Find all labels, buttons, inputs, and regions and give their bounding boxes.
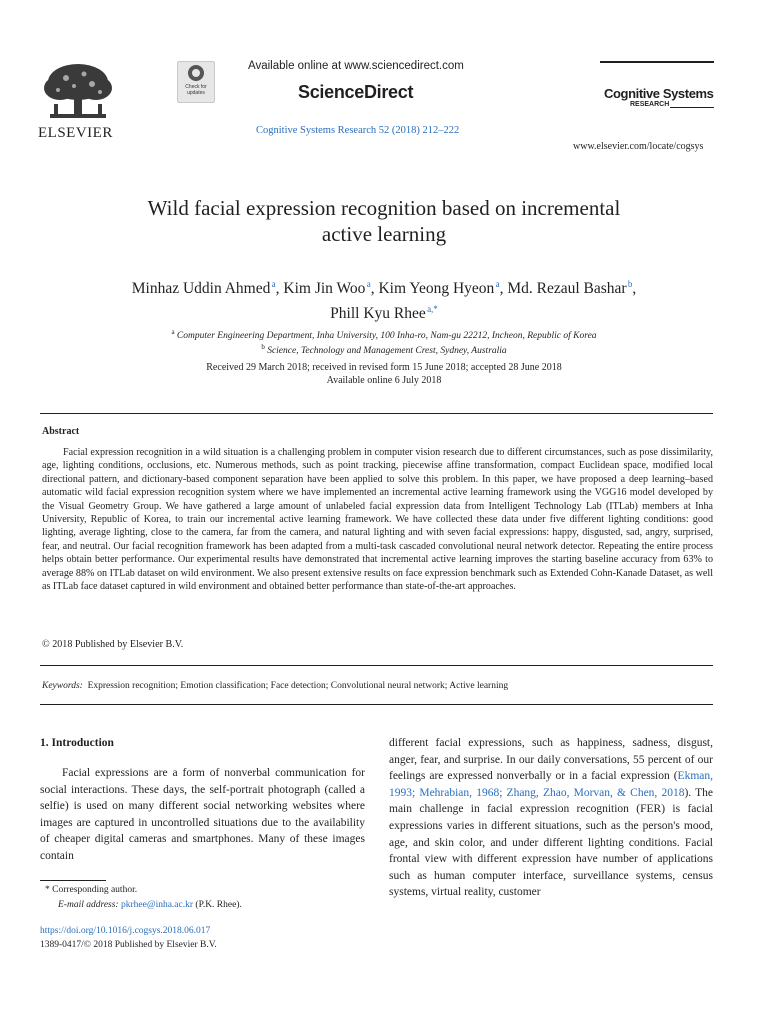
doi-link[interactable]: https://doi.org/10.1016/j.cogsys.2018.06.017 [40, 926, 211, 936]
issn-line: 1389-0417/© 2018 Published by Elsevier B.V. [40, 940, 217, 950]
email-note [58, 900, 242, 910]
abstract-copyright: © 2018 Published by Elsevier B.V. [42, 639, 184, 650]
author-name[interactable]: Kim Jin Woo [283, 280, 366, 298]
divider [40, 665, 713, 666]
divider [40, 413, 713, 414]
article-title [0, 195, 768, 247]
affiliation-b [0, 342, 768, 357]
journal-logo-underline [670, 107, 714, 108]
publisher-name: ELSEVIER [38, 125, 113, 141]
email-link[interactable]: pkrhee@inha.ac.kr [120, 900, 194, 910]
check-for-updates-badge[interactable] [177, 61, 215, 103]
author-line-2 [0, 299, 768, 324]
journal-logo-rule [600, 61, 714, 63]
affiliation-a-mark: a [171, 328, 175, 336]
author-list [0, 274, 768, 324]
author-affil-mark[interactable]: a,* [427, 304, 438, 315]
author-line-1 [0, 274, 768, 299]
title-line-2: active learning [321, 222, 447, 246]
section-heading: 1. Introduction [40, 737, 114, 749]
author-separator: , [499, 280, 508, 298]
check-icon [188, 65, 204, 81]
author-name[interactable]: Phill Kyu Rhee [330, 305, 426, 323]
citation-link[interactable]: Ekman, 1993; Mehrabian, 1968; Zhang, Zhao, Morvan, & Chen, 2018 [389, 770, 713, 799]
intro-paragraph: Facial expressions are a form of nonverbal communication for social interactions. These days, the self-portrait photograph (called a selfie) is used on many different social networking websites where images are captured in uncontrolled situations due to the availability of cheaper digital cameras and smartphones. Many of these images contain [40, 767, 365, 862]
email-label: E-mail address: [58, 900, 119, 910]
affiliation-b-mark: b [261, 343, 265, 352]
footnote-rule [40, 880, 106, 881]
affiliation-a-text: Computer Engineering Department, Inha University, 100 Inha-ro, Nam-gu 22212, Incheon, Republic of Korea [176, 331, 597, 342]
affiliations [0, 327, 768, 357]
title-line-1: Wild facial expression recognition based on incremental [147, 196, 621, 220]
author-separator: , [275, 280, 284, 298]
author-name[interactable]: Kim Yeong Hyeon [378, 280, 495, 298]
author-name[interactable]: Minhaz Uddin Ahmed [131, 280, 271, 298]
author-affil-mark[interactable]: a [271, 279, 276, 289]
journal-logo-line2: RESEARCH [630, 101, 670, 108]
intro-right-column [389, 735, 713, 901]
journal-url[interactable]: www.elsevier.com/locate/cogsys [573, 141, 704, 152]
keywords-text: Expression recognition; Emotion classification; Face detection; Convolutional neural network; Active learning [87, 681, 509, 691]
intro-paragraph-continued [389, 735, 713, 901]
author-affil-mark[interactable]: a [495, 279, 500, 289]
journal-logo-line1: Cognitive Systems [604, 86, 714, 101]
available-date: Available online 6 July 2018 [326, 375, 442, 386]
author-name[interactable]: Md. Rezaul Bashar [507, 280, 627, 298]
received-dates: Received 29 March 2018; received in revised form 15 June 2018; accepted 28 June 2018 [206, 362, 562, 373]
corresponding-author-note: * Corresponding author. [45, 885, 138, 895]
keywords [42, 681, 508, 691]
platform-name: ScienceDirect [298, 82, 414, 102]
intro-text-part: different facial expressions, such as happiness, sadness, disgust, anger, fear, and surprise. In our daily conversations, 55 percent of our feelings are expressed nonverbally or in a facial expression ( [389, 737, 713, 783]
divider [40, 704, 713, 705]
affiliation-a [0, 327, 768, 342]
elsevier-tree-logo [40, 60, 116, 124]
author-affil-mark[interactable]: a [366, 279, 371, 289]
author-separator: , [632, 280, 637, 298]
article-history [0, 361, 768, 387]
intro-left-column [40, 765, 365, 865]
author-affil-mark[interactable]: b [627, 279, 633, 289]
abstract-heading: Abstract [42, 426, 80, 437]
affiliation-b-text: Science, Technology and Management Crest, Sydney, Australia [267, 346, 507, 357]
abstract-body [42, 446, 713, 593]
keywords-label: Keywords: [42, 681, 83, 691]
available-online: Available online at www.sciencedirect.com [248, 60, 464, 72]
journal-citation[interactable]: Cognitive Systems Research 52 (2018) 212–222 [256, 125, 460, 136]
email-suffix: (P.K. Rhee). [193, 900, 242, 910]
check-badge-label: Check for updates [185, 84, 207, 96]
intro-text-part: ). The main challenge in facial expression recognition (FER) is facial expressions varies in different situations, such as the person's mood, age, and skin color, and under different lighting conditions. Facial frontal view with different expression have number of applications such as human computer interface, surveillance systems, census systems, virtual reality, customer [389, 786, 713, 899]
abstract-text: Facial expression recognition in a wild situation is a challenging problem in computer vision research due to different circumstances, such as pose dissimilarity, age, lighting conditions, occlusions, etc. Numerous methods, such as point tracking, piecewise affine transformation, compact Euclidean space, modified local directional pattern, and dictionary-based component separation have been applied to solve this problem. In this paper, we have proposed a deep learning–based automatic wild facial expression recognition system where we have implemented an incremental active learning framework using the VGG16 model developed by the Visual Geometry Group. We have gathered a large amount of unlabeled facial expression data from Intelligent Technology Lab (ITLab) members at Inha University, Republic of Korea, to train our incremental active learning framework. We have collected these data under five different lighting conditions: good lighting, average lighting, close to the camera, far from the camera, and natural lighting and with seven facial expressions: happy, disgusted, sad, angry, surprised, fear, and neutral. Our facial recognition framework has been adapted from a multi-task cascaded convolutional neural network detector. Repeating the entire process helps obtain better performance. Our experimental results have demonstrated that incremental active learning improves the starting baseline accuracy from 63% to average 88% on ITLab dataset on wild environment. We also present extensive results on face expression benchmark such as Extended Cohn-Kanade Dataset, as well as ITLab face dataset captured in wild environment and obtained better performance than state-of-the-art approaches. [42, 447, 713, 593]
author-separator: , [370, 280, 379, 298]
